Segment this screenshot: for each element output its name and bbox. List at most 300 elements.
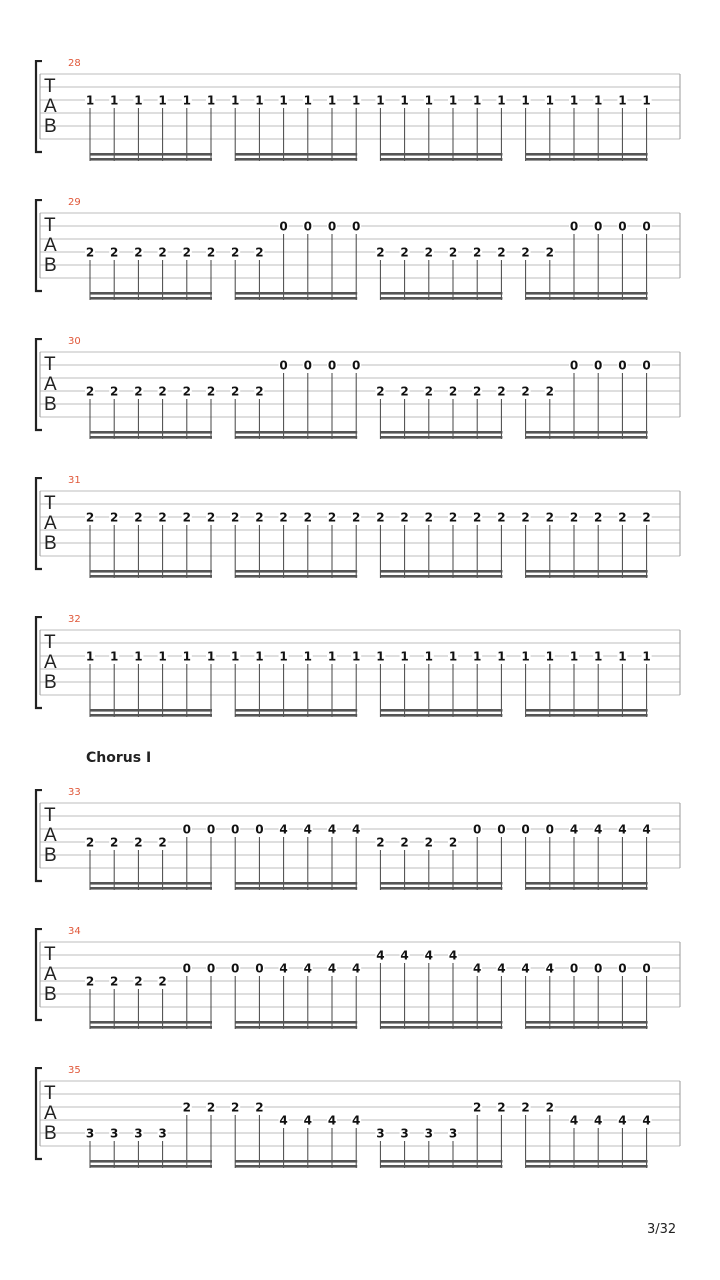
system-bracket <box>36 478 42 569</box>
fret-number: 1 <box>279 649 288 664</box>
fret-number: 2 <box>521 384 530 399</box>
beam <box>90 158 212 161</box>
fret-number: 4 <box>279 961 288 976</box>
fret-number: 2 <box>279 510 288 525</box>
beam <box>90 887 212 890</box>
fret-number: 1 <box>327 93 337 108</box>
fret-number: 2 <box>85 245 95 260</box>
beam <box>90 714 212 717</box>
fret-number: 2 <box>158 245 167 260</box>
fret-number: 1 <box>352 93 361 108</box>
tab-system-32 <box>0 616 720 721</box>
fret-number: 1 <box>545 93 554 108</box>
fret-number: 1 <box>327 649 337 664</box>
fret-number: 0 <box>303 219 312 234</box>
beam <box>380 570 502 573</box>
fret-number: 2 <box>521 1100 530 1115</box>
fret-number: 4 <box>352 1113 361 1128</box>
fret-number: 2 <box>134 974 143 989</box>
fret-number: 1 <box>424 93 433 108</box>
beam <box>90 1160 212 1163</box>
beam <box>235 1160 357 1163</box>
fret-number: 0 <box>618 961 627 976</box>
fret-number: 3 <box>158 1126 167 1141</box>
tab-system-30 <box>0 338 720 443</box>
fret-number: 4 <box>497 961 506 976</box>
fret-number: 4 <box>303 822 312 837</box>
fret-number: 1 <box>521 93 530 108</box>
fret-number: 0 <box>231 822 240 837</box>
fret-number: 0 <box>594 219 603 234</box>
tab-staff <box>0 60 720 170</box>
beam <box>380 1026 502 1029</box>
beam <box>235 882 357 885</box>
fret-number: 2 <box>448 245 458 260</box>
fret-number: 0 <box>327 358 337 373</box>
beam <box>235 1026 357 1029</box>
fret-number: 2 <box>545 1100 554 1115</box>
fret-number: 4 <box>303 961 312 976</box>
beam <box>235 570 357 573</box>
fret-number: 2 <box>594 510 603 525</box>
fret-number: 0 <box>569 358 579 373</box>
tab-clef-letter: T <box>44 76 56 97</box>
fret-number: 3 <box>85 1126 95 1141</box>
beam <box>90 1021 212 1024</box>
fret-number: 2 <box>134 245 143 260</box>
fret-number: 1 <box>158 93 167 108</box>
beam <box>235 1165 357 1168</box>
beam <box>526 887 648 890</box>
tab-system-28 <box>0 60 720 165</box>
fret-number: 1 <box>448 649 458 664</box>
beam <box>380 887 502 890</box>
beam <box>526 570 648 573</box>
fret-number: 2 <box>303 510 312 525</box>
fret-number: 2 <box>376 245 385 260</box>
tab-clef-letter: A <box>44 652 57 673</box>
fret-number: 2 <box>424 510 433 525</box>
fret-number: 4 <box>352 822 361 837</box>
fret-number: 2 <box>85 974 95 989</box>
fret-number: 0 <box>352 358 361 373</box>
beam <box>235 1021 357 1024</box>
fret-number: 0 <box>182 822 191 837</box>
fret-number: 1 <box>182 649 191 664</box>
fret-number: 1 <box>182 93 191 108</box>
fret-number: 4 <box>618 822 627 837</box>
fret-number: 4 <box>279 1113 288 1128</box>
fret-number: 0 <box>473 822 482 837</box>
fret-number: 2 <box>158 510 167 525</box>
fret-number: 1 <box>110 649 119 664</box>
fret-number: 2 <box>255 1100 264 1115</box>
tab-clef-letter: T <box>44 215 56 236</box>
system-bracket <box>36 200 42 291</box>
fret-number: 2 <box>158 384 167 399</box>
fret-number: 3 <box>134 1126 143 1141</box>
beam <box>526 709 648 712</box>
tab-clef-letter: T <box>44 805 56 826</box>
tab-staff <box>0 199 720 309</box>
fret-number: 2 <box>182 245 191 260</box>
fret-number: 2 <box>85 384 95 399</box>
beam <box>526 158 648 161</box>
beam <box>380 575 502 578</box>
fret-number: 0 <box>594 961 603 976</box>
fret-number: 2 <box>618 510 627 525</box>
fret-number: 2 <box>255 384 264 399</box>
fret-number: 1 <box>279 93 288 108</box>
fret-number: 1 <box>618 93 627 108</box>
fret-number: 2 <box>158 835 167 850</box>
beam <box>380 292 502 295</box>
tab-staff <box>0 789 720 899</box>
fret-number: 2 <box>376 384 385 399</box>
fret-number: 0 <box>497 822 506 837</box>
fret-number: 1 <box>448 93 458 108</box>
tab-system-33 <box>0 789 720 894</box>
tab-clef-letter: B <box>44 255 57 276</box>
fret-number: 1 <box>303 649 312 664</box>
beam <box>526 575 648 578</box>
fret-number: 1 <box>569 649 579 664</box>
fret-number: 2 <box>424 835 433 850</box>
fret-number: 2 <box>424 245 433 260</box>
fret-number: 2 <box>134 384 143 399</box>
beam <box>90 882 212 885</box>
fret-number: 2 <box>521 510 530 525</box>
beam <box>90 297 212 300</box>
fret-number: 0 <box>231 961 240 976</box>
beam <box>235 297 357 300</box>
tab-clef-letter: B <box>44 533 57 554</box>
beam <box>380 882 502 885</box>
fret-number: 1 <box>376 649 385 664</box>
beam <box>380 709 502 712</box>
beam <box>90 1165 212 1168</box>
fret-number: 0 <box>352 219 361 234</box>
fret-number: 1 <box>255 93 264 108</box>
tab-clef-letter: A <box>44 513 57 534</box>
fret-number: 1 <box>497 93 506 108</box>
fret-number: 0 <box>618 358 627 373</box>
beam <box>90 292 212 295</box>
fret-number: 0 <box>206 822 216 837</box>
page-number: 3/32 <box>647 1222 677 1237</box>
fret-number: 4 <box>327 1113 337 1128</box>
fret-number: 2 <box>255 245 264 260</box>
fret-number: 2 <box>110 974 119 989</box>
beam <box>380 714 502 717</box>
tab-staff <box>0 928 720 1038</box>
fret-number: 4 <box>642 1113 651 1128</box>
measure-number: 34 <box>68 926 81 937</box>
fret-number: 4 <box>376 948 385 963</box>
fret-number: 0 <box>279 358 288 373</box>
fret-number: 1 <box>545 649 554 664</box>
fret-number: 2 <box>182 510 191 525</box>
beam <box>380 1021 502 1024</box>
fret-number: 1 <box>303 93 312 108</box>
tab-clef-letter: B <box>44 845 57 866</box>
fret-number: 1 <box>618 649 627 664</box>
fret-number: 1 <box>569 93 579 108</box>
fret-number: 3 <box>400 1126 409 1141</box>
fret-number: 1 <box>134 93 143 108</box>
section-label-chorus: Chorus I <box>86 750 152 766</box>
tab-system-35 <box>0 1067 720 1172</box>
fret-number: 4 <box>424 948 433 963</box>
fret-number: 0 <box>594 358 603 373</box>
fret-number: 3 <box>110 1126 119 1141</box>
beam <box>526 882 648 885</box>
beam <box>526 431 648 434</box>
fret-number: 1 <box>206 93 216 108</box>
tab-staff <box>0 1067 720 1177</box>
fret-number: 2 <box>473 384 482 399</box>
beam <box>90 1026 212 1029</box>
fret-number: 2 <box>327 510 337 525</box>
fret-number: 4 <box>473 961 482 976</box>
beam <box>380 1165 502 1168</box>
beam <box>380 1160 502 1163</box>
fret-number: 4 <box>569 1113 579 1128</box>
fret-number: 1 <box>376 93 385 108</box>
beam <box>235 714 357 717</box>
fret-number: 2 <box>85 510 95 525</box>
tab-clef-letter: B <box>44 984 57 1005</box>
beam <box>526 1160 648 1163</box>
fret-number: 2 <box>545 384 554 399</box>
beam <box>90 153 212 156</box>
system-bracket <box>36 1068 42 1159</box>
fret-number: 2 <box>448 510 458 525</box>
fret-number: 2 <box>206 384 216 399</box>
fret-number: 1 <box>400 649 409 664</box>
fret-number: 4 <box>400 948 409 963</box>
fret-number: 1 <box>255 649 264 664</box>
tab-clef-letter: A <box>44 235 57 256</box>
fret-number: 1 <box>206 649 216 664</box>
tab-clef-letter: T <box>44 354 56 375</box>
beam <box>526 297 648 300</box>
fret-number: 2 <box>400 835 409 850</box>
beam <box>235 158 357 161</box>
beam <box>90 709 212 712</box>
fret-number: 2 <box>497 245 506 260</box>
fret-number: 2 <box>206 245 216 260</box>
fret-number: 4 <box>594 822 603 837</box>
fret-number: 2 <box>400 510 409 525</box>
fret-number: 0 <box>642 219 651 234</box>
fret-number: 2 <box>376 510 385 525</box>
fret-number: 2 <box>352 510 361 525</box>
tab-clef-letter: A <box>44 964 57 985</box>
fret-number: 0 <box>255 822 264 837</box>
fret-number: 2 <box>448 384 458 399</box>
tab-staff <box>0 616 720 726</box>
fret-number: 2 <box>110 510 119 525</box>
tab-clef-letter: B <box>44 116 57 137</box>
beam <box>90 436 212 439</box>
fret-number: 2 <box>521 245 530 260</box>
fret-number: 2 <box>110 835 119 850</box>
fret-number: 2 <box>206 510 216 525</box>
fret-number: 2 <box>255 510 264 525</box>
fret-number: 0 <box>279 219 288 234</box>
beam <box>526 292 648 295</box>
fret-number: 2 <box>158 974 167 989</box>
fret-number: 2 <box>545 245 554 260</box>
fret-number: 2 <box>182 1100 191 1115</box>
fret-number: 3 <box>376 1126 385 1141</box>
tab-clef-letter: T <box>44 1083 56 1104</box>
fret-number: 1 <box>231 93 240 108</box>
fret-number: 2 <box>376 835 385 850</box>
tab-clef-letter: A <box>44 825 57 846</box>
fret-number: 4 <box>594 1113 603 1128</box>
tab-clef-letter: B <box>44 394 57 415</box>
beam <box>526 1165 648 1168</box>
fret-number: 2 <box>424 384 433 399</box>
beam <box>380 153 502 156</box>
fret-number: 4 <box>545 961 554 976</box>
fret-number: 2 <box>473 1100 482 1115</box>
beam <box>235 436 357 439</box>
beam <box>526 1026 648 1029</box>
tab-system-34 <box>0 928 720 1033</box>
fret-number: 2 <box>473 245 482 260</box>
beam <box>90 575 212 578</box>
fret-number: 4 <box>618 1113 627 1128</box>
beam <box>235 153 357 156</box>
tab-clef-letter: B <box>44 672 57 693</box>
beam <box>380 431 502 434</box>
system-bracket <box>36 61 42 152</box>
fret-number: 1 <box>400 93 409 108</box>
tab-system-31 <box>0 477 720 582</box>
fret-number: 2 <box>134 835 143 850</box>
beam <box>235 431 357 434</box>
system-bracket <box>36 790 42 881</box>
fret-number: 2 <box>400 245 409 260</box>
fret-number: 1 <box>85 649 95 664</box>
tab-clef-letter: T <box>44 944 56 965</box>
tab-clef-letter: A <box>44 1103 57 1124</box>
fret-number: 4 <box>521 961 530 976</box>
fret-number: 0 <box>569 961 579 976</box>
fret-number: 2 <box>110 245 119 260</box>
fret-number: 0 <box>255 961 264 976</box>
fret-number: 1 <box>473 649 482 664</box>
fret-number: 2 <box>448 835 458 850</box>
fret-number: 2 <box>110 384 119 399</box>
measure-number: 28 <box>68 58 81 69</box>
fret-number: 2 <box>134 510 143 525</box>
fret-number: 2 <box>497 510 506 525</box>
fret-number: 1 <box>521 649 530 664</box>
measure-number: 35 <box>68 1065 81 1076</box>
fret-number: 4 <box>352 961 361 976</box>
fret-number: 2 <box>400 384 409 399</box>
tab-staff <box>0 477 720 587</box>
tab-system-29 <box>0 199 720 304</box>
fret-number: 2 <box>182 384 191 399</box>
fret-number: 2 <box>497 1100 506 1115</box>
fret-number: 4 <box>569 822 579 837</box>
fret-number: 2 <box>497 384 506 399</box>
fret-number: 4 <box>327 961 337 976</box>
fret-number: 2 <box>206 1100 216 1115</box>
tab-clef-letter: A <box>44 374 57 395</box>
beam <box>380 436 502 439</box>
fret-number: 4 <box>448 948 458 963</box>
fret-number: 2 <box>85 835 95 850</box>
fret-number: 4 <box>327 822 337 837</box>
beam <box>526 714 648 717</box>
beam <box>90 570 212 573</box>
fret-number: 1 <box>352 649 361 664</box>
fret-number: 2 <box>231 510 240 525</box>
fret-number: 1 <box>424 649 433 664</box>
fret-number: 2 <box>545 510 554 525</box>
measure-number: 32 <box>68 614 81 625</box>
fret-number: 1 <box>594 93 603 108</box>
fret-number: 3 <box>424 1126 433 1141</box>
measure-number: 33 <box>68 787 81 798</box>
fret-number: 4 <box>279 822 288 837</box>
fret-number: 1 <box>231 649 240 664</box>
tab-clef-letter: B <box>44 1123 57 1144</box>
fret-number: 4 <box>642 822 651 837</box>
beam <box>235 887 357 890</box>
fret-number: 3 <box>448 1126 458 1141</box>
beam <box>526 436 648 439</box>
fret-number: 1 <box>642 649 651 664</box>
fret-number: 1 <box>497 649 506 664</box>
tab-clef-letter: T <box>44 632 56 653</box>
measure-number: 30 <box>68 336 81 347</box>
fret-number: 2 <box>231 1100 240 1115</box>
fret-number: 0 <box>545 822 554 837</box>
system-bracket <box>36 617 42 708</box>
fret-number: 0 <box>642 961 651 976</box>
fret-number: 1 <box>594 649 603 664</box>
fret-number: 1 <box>473 93 482 108</box>
fret-number: 1 <box>110 93 119 108</box>
fret-number: 0 <box>569 219 579 234</box>
beam <box>526 153 648 156</box>
beam <box>380 297 502 300</box>
beam <box>235 709 357 712</box>
system-bracket <box>36 339 42 430</box>
fret-number: 0 <box>642 358 651 373</box>
beam <box>235 575 357 578</box>
fret-number: 4 <box>303 1113 312 1128</box>
beam <box>90 431 212 434</box>
fret-number: 1 <box>642 93 651 108</box>
beam <box>526 1021 648 1024</box>
fret-number: 1 <box>134 649 143 664</box>
fret-number: 2 <box>231 245 240 260</box>
fret-number: 2 <box>231 384 240 399</box>
beam <box>380 158 502 161</box>
tab-clef-letter: A <box>44 96 57 117</box>
fret-number: 0 <box>206 961 216 976</box>
fret-number: 0 <box>303 358 312 373</box>
fret-number: 1 <box>158 649 167 664</box>
